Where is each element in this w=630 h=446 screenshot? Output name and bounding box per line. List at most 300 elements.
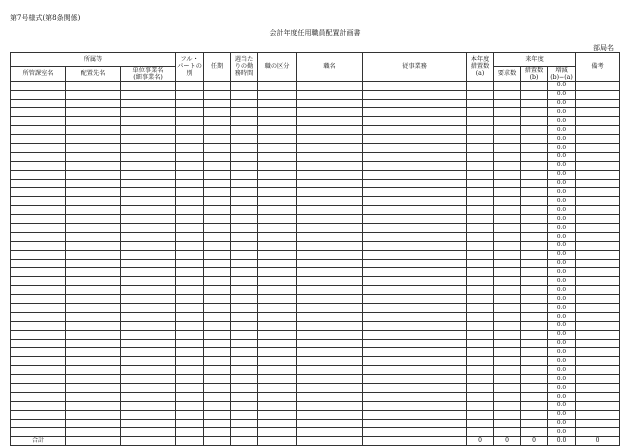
input-cell[interactable] bbox=[121, 375, 176, 384]
input-cell[interactable] bbox=[576, 206, 620, 215]
input-cell[interactable] bbox=[11, 224, 66, 233]
input-cell[interactable] bbox=[204, 428, 231, 437]
input-cell[interactable] bbox=[121, 117, 176, 126]
input-cell[interactable] bbox=[363, 224, 467, 233]
change-cell[interactable]: 0.0 bbox=[548, 375, 576, 384]
input-cell[interactable] bbox=[467, 321, 494, 330]
input-cell[interactable] bbox=[467, 143, 494, 152]
change-cell[interactable]: 0.0 bbox=[548, 232, 576, 241]
input-cell[interactable] bbox=[576, 392, 620, 401]
input-cell[interactable] bbox=[121, 90, 176, 99]
input-cell[interactable] bbox=[231, 99, 258, 108]
input-cell[interactable] bbox=[297, 188, 363, 197]
input-cell[interactable] bbox=[576, 161, 620, 170]
input-cell[interactable] bbox=[121, 286, 176, 295]
input-cell[interactable] bbox=[494, 286, 521, 295]
input-cell[interactable] bbox=[258, 161, 297, 170]
input-cell[interactable] bbox=[66, 286, 121, 295]
input-cell[interactable] bbox=[121, 126, 176, 135]
input-cell[interactable] bbox=[521, 392, 548, 401]
input-cell[interactable] bbox=[204, 304, 231, 313]
input-cell[interactable] bbox=[121, 143, 176, 152]
input-cell[interactable] bbox=[494, 206, 521, 215]
change-cell[interactable]: 0.0 bbox=[548, 224, 576, 233]
input-cell[interactable] bbox=[204, 108, 231, 117]
input-cell[interactable] bbox=[467, 99, 494, 108]
input-cell[interactable] bbox=[231, 401, 258, 410]
input-cell[interactable] bbox=[576, 197, 620, 206]
input-cell[interactable] bbox=[363, 419, 467, 428]
input-cell[interactable] bbox=[176, 357, 204, 366]
input-cell[interactable] bbox=[363, 295, 467, 304]
input-cell[interactable] bbox=[121, 366, 176, 375]
input-cell[interactable] bbox=[204, 215, 231, 224]
input-cell[interactable] bbox=[521, 384, 548, 393]
input-cell[interactable] bbox=[204, 410, 231, 419]
change-cell[interactable]: 0.0 bbox=[548, 117, 576, 126]
input-cell[interactable] bbox=[176, 384, 204, 393]
input-cell[interactable] bbox=[576, 428, 620, 437]
input-cell[interactable] bbox=[66, 259, 121, 268]
input-cell[interactable] bbox=[363, 108, 467, 117]
input-cell[interactable] bbox=[204, 419, 231, 428]
input-cell[interactable] bbox=[494, 428, 521, 437]
input-cell[interactable] bbox=[467, 188, 494, 197]
input-cell[interactable] bbox=[11, 286, 66, 295]
input-cell[interactable] bbox=[176, 81, 204, 90]
input-cell[interactable] bbox=[467, 295, 494, 304]
input-cell[interactable] bbox=[231, 277, 258, 286]
input-cell[interactable] bbox=[576, 152, 620, 161]
input-cell[interactable] bbox=[204, 161, 231, 170]
input-cell[interactable] bbox=[363, 135, 467, 144]
input-cell[interactable] bbox=[297, 161, 363, 170]
input-cell[interactable] bbox=[66, 224, 121, 233]
input-cell[interactable] bbox=[494, 232, 521, 241]
input-cell[interactable] bbox=[521, 357, 548, 366]
input-cell[interactable] bbox=[576, 304, 620, 313]
input-cell[interactable] bbox=[494, 188, 521, 197]
input-cell[interactable] bbox=[204, 206, 231, 215]
input-cell[interactable] bbox=[521, 348, 548, 357]
input-cell[interactable] bbox=[176, 375, 204, 384]
input-cell[interactable] bbox=[494, 108, 521, 117]
change-cell[interactable]: 0.0 bbox=[548, 143, 576, 152]
input-cell[interactable] bbox=[66, 312, 121, 321]
input-cell[interactable] bbox=[11, 410, 66, 419]
input-cell[interactable] bbox=[176, 250, 204, 259]
input-cell[interactable] bbox=[121, 428, 176, 437]
input-cell[interactable] bbox=[11, 268, 66, 277]
change-cell[interactable]: 0.0 bbox=[548, 410, 576, 419]
input-cell[interactable] bbox=[467, 206, 494, 215]
input-cell[interactable] bbox=[494, 90, 521, 99]
input-cell[interactable] bbox=[11, 170, 66, 179]
input-cell[interactable] bbox=[66, 206, 121, 215]
input-cell[interactable] bbox=[521, 81, 548, 90]
input-cell[interactable] bbox=[258, 268, 297, 277]
input-cell[interactable] bbox=[121, 348, 176, 357]
input-cell[interactable] bbox=[258, 224, 297, 233]
input-cell[interactable] bbox=[11, 401, 66, 410]
change-cell[interactable]: 0.0 bbox=[548, 108, 576, 117]
input-cell[interactable] bbox=[121, 188, 176, 197]
input-cell[interactable] bbox=[363, 286, 467, 295]
input-cell[interactable] bbox=[576, 241, 620, 250]
input-cell[interactable] bbox=[297, 117, 363, 126]
input-cell[interactable] bbox=[576, 419, 620, 428]
input-cell[interactable] bbox=[11, 241, 66, 250]
input-cell[interactable] bbox=[176, 401, 204, 410]
input-cell[interactable] bbox=[467, 126, 494, 135]
input-cell[interactable] bbox=[521, 215, 548, 224]
input-cell[interactable] bbox=[576, 179, 620, 188]
input-cell[interactable] bbox=[576, 250, 620, 259]
input-cell[interactable] bbox=[11, 108, 66, 117]
input-cell[interactable] bbox=[121, 250, 176, 259]
input-cell[interactable] bbox=[11, 295, 66, 304]
input-cell[interactable] bbox=[576, 295, 620, 304]
input-cell[interactable] bbox=[297, 339, 363, 348]
input-cell[interactable] bbox=[297, 197, 363, 206]
input-cell[interactable] bbox=[494, 259, 521, 268]
input-cell[interactable] bbox=[204, 152, 231, 161]
input-cell[interactable] bbox=[11, 321, 66, 330]
input-cell[interactable] bbox=[258, 277, 297, 286]
input-cell[interactable] bbox=[231, 375, 258, 384]
input-cell[interactable] bbox=[363, 90, 467, 99]
input-cell[interactable] bbox=[66, 135, 121, 144]
input-cell[interactable] bbox=[204, 375, 231, 384]
input-cell[interactable] bbox=[494, 330, 521, 339]
input-cell[interactable] bbox=[576, 410, 620, 419]
input-cell[interactable] bbox=[521, 312, 548, 321]
input-cell[interactable] bbox=[231, 197, 258, 206]
input-cell[interactable] bbox=[258, 401, 297, 410]
input-cell[interactable] bbox=[297, 384, 363, 393]
input-cell[interactable] bbox=[363, 392, 467, 401]
input-cell[interactable] bbox=[11, 330, 66, 339]
input-cell[interactable] bbox=[467, 348, 494, 357]
input-cell[interactable] bbox=[576, 384, 620, 393]
change-cell[interactable]: 0.0 bbox=[548, 250, 576, 259]
input-cell[interactable] bbox=[258, 215, 297, 224]
change-cell[interactable]: 0.0 bbox=[548, 135, 576, 144]
input-cell[interactable] bbox=[521, 250, 548, 259]
input-cell[interactable] bbox=[521, 410, 548, 419]
input-cell[interactable] bbox=[258, 410, 297, 419]
input-cell[interactable] bbox=[204, 268, 231, 277]
input-cell[interactable] bbox=[297, 99, 363, 108]
change-cell[interactable]: 0.0 bbox=[548, 81, 576, 90]
input-cell[interactable] bbox=[121, 330, 176, 339]
input-cell[interactable] bbox=[231, 126, 258, 135]
change-cell[interactable]: 0.0 bbox=[548, 197, 576, 206]
input-cell[interactable] bbox=[204, 197, 231, 206]
input-cell[interactable] bbox=[204, 232, 231, 241]
input-cell[interactable] bbox=[297, 286, 363, 295]
input-cell[interactable] bbox=[363, 232, 467, 241]
input-cell[interactable] bbox=[11, 126, 66, 135]
input-cell[interactable] bbox=[576, 126, 620, 135]
input-cell[interactable] bbox=[494, 179, 521, 188]
input-cell[interactable] bbox=[66, 375, 121, 384]
input-cell[interactable] bbox=[11, 161, 66, 170]
input-cell[interactable] bbox=[66, 232, 121, 241]
input-cell[interactable] bbox=[204, 348, 231, 357]
input-cell[interactable] bbox=[11, 143, 66, 152]
input-cell[interactable] bbox=[494, 241, 521, 250]
input-cell[interactable] bbox=[258, 357, 297, 366]
input-cell[interactable] bbox=[521, 375, 548, 384]
input-cell[interactable] bbox=[467, 152, 494, 161]
input-cell[interactable] bbox=[521, 401, 548, 410]
input-cell[interactable] bbox=[297, 348, 363, 357]
input-cell[interactable] bbox=[176, 392, 204, 401]
input-cell[interactable] bbox=[121, 161, 176, 170]
input-cell[interactable] bbox=[231, 357, 258, 366]
input-cell[interactable] bbox=[521, 99, 548, 108]
input-cell[interactable] bbox=[467, 259, 494, 268]
input-cell[interactable] bbox=[231, 321, 258, 330]
input-cell[interactable] bbox=[66, 99, 121, 108]
input-cell[interactable] bbox=[363, 197, 467, 206]
input-cell[interactable] bbox=[11, 392, 66, 401]
input-cell[interactable] bbox=[521, 268, 548, 277]
input-cell[interactable] bbox=[363, 268, 467, 277]
change-cell[interactable]: 0.0 bbox=[548, 259, 576, 268]
input-cell[interactable] bbox=[576, 268, 620, 277]
input-cell[interactable] bbox=[258, 428, 297, 437]
input-cell[interactable] bbox=[66, 250, 121, 259]
change-cell[interactable]: 0.0 bbox=[548, 206, 576, 215]
input-cell[interactable] bbox=[176, 348, 204, 357]
change-cell[interactable]: 0.0 bbox=[548, 357, 576, 366]
input-cell[interactable] bbox=[467, 304, 494, 313]
input-cell[interactable] bbox=[231, 81, 258, 90]
input-cell[interactable] bbox=[363, 241, 467, 250]
input-cell[interactable] bbox=[467, 339, 494, 348]
change-cell[interactable]: 0.0 bbox=[548, 339, 576, 348]
input-cell[interactable] bbox=[121, 304, 176, 313]
input-cell[interactable] bbox=[363, 410, 467, 419]
input-cell[interactable] bbox=[494, 161, 521, 170]
change-cell[interactable]: 0.0 bbox=[548, 321, 576, 330]
input-cell[interactable] bbox=[521, 152, 548, 161]
input-cell[interactable] bbox=[11, 99, 66, 108]
input-cell[interactable] bbox=[467, 90, 494, 99]
input-cell[interactable] bbox=[297, 81, 363, 90]
input-cell[interactable] bbox=[231, 135, 258, 144]
input-cell[interactable] bbox=[297, 268, 363, 277]
input-cell[interactable] bbox=[176, 304, 204, 313]
input-cell[interactable] bbox=[231, 384, 258, 393]
input-cell[interactable] bbox=[66, 81, 121, 90]
input-cell[interactable] bbox=[521, 366, 548, 375]
change-cell[interactable]: 0.0 bbox=[548, 330, 576, 339]
input-cell[interactable] bbox=[11, 366, 66, 375]
input-cell[interactable] bbox=[66, 339, 121, 348]
input-cell[interactable] bbox=[121, 232, 176, 241]
input-cell[interactable] bbox=[11, 152, 66, 161]
input-cell[interactable] bbox=[11, 428, 66, 437]
input-cell[interactable] bbox=[576, 135, 620, 144]
input-cell[interactable] bbox=[494, 375, 521, 384]
input-cell[interactable] bbox=[176, 312, 204, 321]
input-cell[interactable] bbox=[258, 197, 297, 206]
input-cell[interactable] bbox=[204, 250, 231, 259]
input-cell[interactable] bbox=[576, 143, 620, 152]
input-cell[interactable] bbox=[258, 384, 297, 393]
input-cell[interactable] bbox=[176, 135, 204, 144]
input-cell[interactable] bbox=[231, 366, 258, 375]
input-cell[interactable] bbox=[467, 375, 494, 384]
input-cell[interactable] bbox=[66, 330, 121, 339]
input-cell[interactable] bbox=[231, 108, 258, 117]
input-cell[interactable] bbox=[176, 286, 204, 295]
input-cell[interactable] bbox=[231, 161, 258, 170]
input-cell[interactable] bbox=[467, 117, 494, 126]
input-cell[interactable] bbox=[521, 419, 548, 428]
input-cell[interactable] bbox=[66, 241, 121, 250]
input-cell[interactable] bbox=[521, 135, 548, 144]
input-cell[interactable] bbox=[467, 286, 494, 295]
input-cell[interactable] bbox=[467, 330, 494, 339]
input-cell[interactable] bbox=[66, 321, 121, 330]
input-cell[interactable] bbox=[204, 188, 231, 197]
change-cell[interactable]: 0.0 bbox=[548, 241, 576, 250]
input-cell[interactable] bbox=[467, 250, 494, 259]
input-cell[interactable] bbox=[521, 232, 548, 241]
input-cell[interactable] bbox=[521, 108, 548, 117]
input-cell[interactable] bbox=[467, 268, 494, 277]
input-cell[interactable] bbox=[494, 250, 521, 259]
input-cell[interactable] bbox=[176, 330, 204, 339]
input-cell[interactable] bbox=[121, 401, 176, 410]
input-cell[interactable] bbox=[494, 135, 521, 144]
input-cell[interactable] bbox=[467, 419, 494, 428]
input-cell[interactable] bbox=[467, 392, 494, 401]
change-cell[interactable]: 0.0 bbox=[548, 392, 576, 401]
input-cell[interactable] bbox=[467, 312, 494, 321]
input-cell[interactable] bbox=[66, 419, 121, 428]
input-cell[interactable] bbox=[204, 99, 231, 108]
input-cell[interactable] bbox=[66, 90, 121, 99]
input-cell[interactable] bbox=[494, 304, 521, 313]
input-cell[interactable] bbox=[521, 188, 548, 197]
input-cell[interactable] bbox=[204, 224, 231, 233]
input-cell[interactable] bbox=[176, 152, 204, 161]
input-cell[interactable] bbox=[231, 295, 258, 304]
input-cell[interactable] bbox=[363, 366, 467, 375]
input-cell[interactable] bbox=[297, 392, 363, 401]
input-cell[interactable] bbox=[297, 215, 363, 224]
input-cell[interactable] bbox=[204, 366, 231, 375]
input-cell[interactable] bbox=[576, 108, 620, 117]
input-cell[interactable] bbox=[11, 232, 66, 241]
input-cell[interactable] bbox=[66, 304, 121, 313]
input-cell[interactable] bbox=[258, 108, 297, 117]
change-cell[interactable]: 0.0 bbox=[548, 188, 576, 197]
input-cell[interactable] bbox=[363, 215, 467, 224]
input-cell[interactable] bbox=[176, 179, 204, 188]
input-cell[interactable] bbox=[11, 375, 66, 384]
change-cell[interactable]: 0.0 bbox=[548, 419, 576, 428]
input-cell[interactable] bbox=[258, 232, 297, 241]
input-cell[interactable] bbox=[363, 384, 467, 393]
input-cell[interactable] bbox=[66, 215, 121, 224]
input-cell[interactable] bbox=[66, 152, 121, 161]
input-cell[interactable] bbox=[363, 143, 467, 152]
input-cell[interactable] bbox=[66, 108, 121, 117]
input-cell[interactable] bbox=[66, 170, 121, 179]
input-cell[interactable] bbox=[204, 339, 231, 348]
input-cell[interactable] bbox=[576, 330, 620, 339]
input-cell[interactable] bbox=[258, 117, 297, 126]
input-cell[interactable] bbox=[121, 419, 176, 428]
input-cell[interactable] bbox=[521, 224, 548, 233]
input-cell[interactable] bbox=[66, 197, 121, 206]
input-cell[interactable] bbox=[297, 366, 363, 375]
input-cell[interactable] bbox=[258, 348, 297, 357]
change-cell[interactable]: 0.0 bbox=[548, 401, 576, 410]
input-cell[interactable] bbox=[176, 215, 204, 224]
input-cell[interactable] bbox=[11, 304, 66, 313]
input-cell[interactable] bbox=[297, 295, 363, 304]
input-cell[interactable] bbox=[467, 232, 494, 241]
input-cell[interactable] bbox=[521, 304, 548, 313]
input-cell[interactable] bbox=[576, 401, 620, 410]
input-cell[interactable] bbox=[176, 143, 204, 152]
input-cell[interactable] bbox=[121, 108, 176, 117]
input-cell[interactable] bbox=[11, 117, 66, 126]
input-cell[interactable] bbox=[121, 268, 176, 277]
input-cell[interactable] bbox=[521, 170, 548, 179]
change-cell[interactable]: 0.0 bbox=[548, 277, 576, 286]
input-cell[interactable] bbox=[576, 339, 620, 348]
input-cell[interactable] bbox=[258, 375, 297, 384]
input-cell[interactable] bbox=[521, 126, 548, 135]
input-cell[interactable] bbox=[231, 348, 258, 357]
input-cell[interactable] bbox=[297, 224, 363, 233]
input-cell[interactable] bbox=[297, 206, 363, 215]
input-cell[interactable] bbox=[204, 117, 231, 126]
input-cell[interactable] bbox=[258, 126, 297, 135]
input-cell[interactable] bbox=[204, 321, 231, 330]
input-cell[interactable] bbox=[204, 401, 231, 410]
change-cell[interactable]: 0.0 bbox=[548, 179, 576, 188]
input-cell[interactable] bbox=[258, 419, 297, 428]
input-cell[interactable] bbox=[467, 428, 494, 437]
input-cell[interactable] bbox=[576, 117, 620, 126]
input-cell[interactable] bbox=[467, 410, 494, 419]
input-cell[interactable] bbox=[297, 312, 363, 321]
input-cell[interactable] bbox=[297, 375, 363, 384]
input-cell[interactable] bbox=[521, 161, 548, 170]
input-cell[interactable] bbox=[204, 126, 231, 135]
input-cell[interactable] bbox=[467, 170, 494, 179]
input-cell[interactable] bbox=[258, 90, 297, 99]
input-cell[interactable] bbox=[494, 392, 521, 401]
input-cell[interactable] bbox=[494, 81, 521, 90]
input-cell[interactable] bbox=[204, 143, 231, 152]
input-cell[interactable] bbox=[258, 259, 297, 268]
input-cell[interactable] bbox=[363, 401, 467, 410]
input-cell[interactable] bbox=[66, 277, 121, 286]
input-cell[interactable] bbox=[521, 143, 548, 152]
input-cell[interactable] bbox=[204, 135, 231, 144]
input-cell[interactable] bbox=[231, 224, 258, 233]
